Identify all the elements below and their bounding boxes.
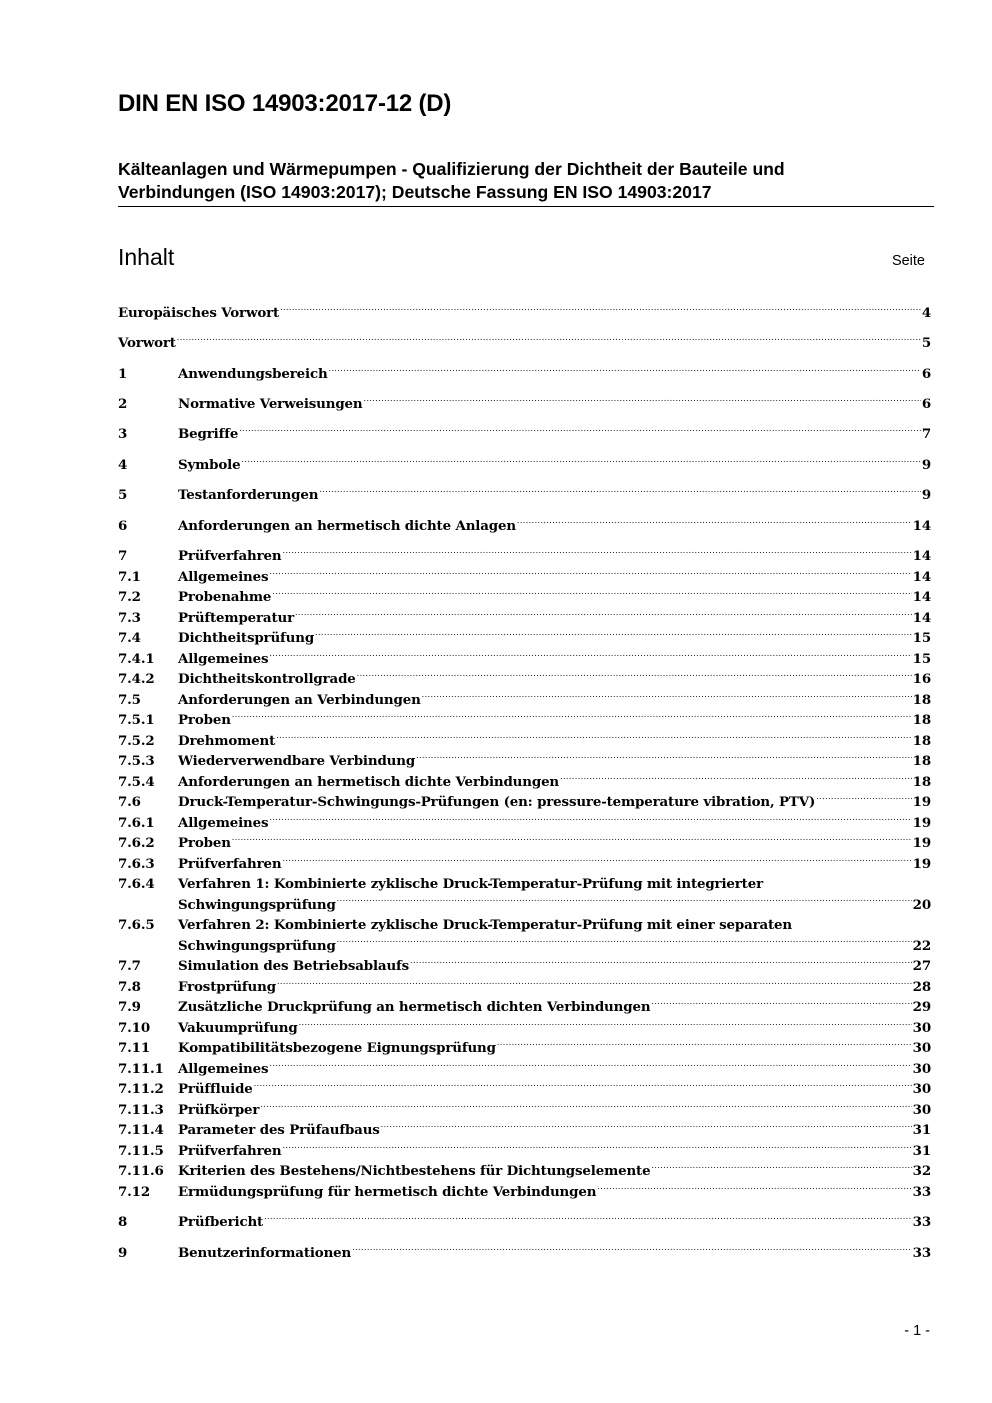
toc-dot-leader: [315, 629, 912, 642]
toc-entry-number: 7.5.1: [118, 712, 155, 728]
toc-entry[interactable]: [118, 1212, 931, 1233]
toc-dot-leader: [272, 588, 911, 601]
toc-entry-number: 7.6.4: [118, 876, 155, 892]
toc-entry-page: 22: [912, 937, 931, 954]
toc-entry-title: Parameter des Prüfaufbaus: [178, 1122, 380, 1138]
toc-entry-number: 7.5.3: [118, 753, 155, 769]
toc-dot-leader: [269, 814, 911, 827]
toc-dot-leader: [357, 670, 912, 683]
toc-entry-page: 15: [912, 630, 931, 646]
toc-dot-leader: [276, 732, 912, 745]
toc-entry-page: 9: [921, 487, 931, 503]
toc-entry-title: Anforderungen an Verbindungen: [178, 692, 421, 708]
toc-entry-number: 7: [118, 548, 128, 564]
toc-entry[interactable]: [118, 977, 931, 998]
toc-entry-page: 6: [921, 396, 931, 412]
toc-entry-number: 7.6.3: [118, 856, 155, 872]
toc-entry-number: 7.11.1: [118, 1061, 164, 1077]
toc-dot-leader: [239, 425, 921, 438]
toc-entry-page: 14: [912, 569, 931, 585]
toc-entry[interactable]: [118, 1079, 931, 1100]
toc-entry-number: 7.4.1: [118, 651, 155, 667]
toc-entry-number: 7.11.2: [118, 1081, 164, 1097]
toc-entry-title: Dichtheitsprüfung: [178, 630, 315, 646]
toc-entry[interactable]: [118, 1059, 931, 1080]
toc-dot-leader: [283, 547, 912, 560]
toc-entry-number: 4: [118, 457, 128, 473]
toc-entry-title: Anforderungen an hermetisch dichte Verbindungen: [178, 774, 560, 790]
toc-entry-title: Proben: [178, 712, 231, 728]
toc-entry-title: Prüfverfahren: [178, 548, 282, 564]
toc-entry-title: Prüffluide: [178, 1081, 253, 1097]
toc-entry-title: Vakuumprüfung: [178, 1020, 298, 1036]
toc-entry-title: Kompatibilitätsbezogene Eignungsprüfung: [178, 1040, 496, 1056]
toc-entry-page: 19: [912, 835, 931, 851]
toc-entry-title: Benutzerinformationen: [178, 1245, 352, 1261]
toc-entry-title: Wiederverwendbare Verbindung: [178, 753, 416, 769]
toc-dot-leader: [177, 334, 921, 347]
toc-entry-number: 8: [118, 1214, 128, 1230]
toc-entry[interactable]: [118, 813, 931, 834]
toc-entry-number: 7.10: [118, 1020, 151, 1036]
toc-entry-title: Allgemeines: [178, 815, 269, 831]
toc-entry[interactable]: [118, 587, 931, 608]
toc-entry[interactable]: [118, 567, 931, 588]
document-id: DIN EN ISO 14903:2017-12 (D): [118, 90, 452, 117]
toc-entry-page: 30: [912, 1061, 931, 1077]
toc-entry-number: 7.9: [118, 999, 141, 1015]
toc-dot-leader: [280, 304, 921, 317]
toc-entry-page: 14: [912, 610, 931, 626]
toc-entry-title: Anforderungen an hermetisch dichte Anlagen: [178, 518, 516, 534]
toc-entry-title: Allgemeines: [178, 1061, 269, 1077]
document-title: [118, 158, 934, 208]
toc-entry-page: 19: [912, 794, 931, 810]
toc-entry[interactable]: [118, 1120, 931, 1141]
toc-entry-page: 28: [912, 979, 931, 995]
toc-entry-page: 18: [912, 692, 931, 708]
toc-entry-number: 1: [118, 366, 128, 382]
toc-entry-number: 7.7: [118, 958, 141, 974]
toc-entry-title-first-line: Verfahren 1: Kombinierte zyklische Druck-Temperatur-Prüfung mit integrierter: [178, 876, 763, 892]
toc-entry-number: 7.6: [118, 794, 141, 810]
toc-dot-leader: [299, 1019, 912, 1032]
toc-dot-leader: [260, 1101, 911, 1114]
toc-entry-number: 7.11.6: [118, 1163, 164, 1179]
toc-entry[interactable]: [118, 751, 931, 772]
toc-entry[interactable]: [118, 303, 931, 324]
toc-entry-number: 7.11: [118, 1040, 151, 1056]
toc-entry[interactable]: [118, 455, 931, 476]
toc-entry-page: 7: [921, 426, 931, 442]
toc-dot-leader: [651, 998, 911, 1011]
toc-entry-title: Europäisches Vorwort: [118, 305, 280, 321]
toc-dot-leader: [337, 895, 912, 908]
toc-entry[interactable]: [118, 424, 931, 445]
toc-entry[interactable]: [118, 792, 931, 813]
toc-dot-leader: [254, 1080, 912, 1093]
toc-entry-page: 29: [912, 999, 931, 1015]
toc-entry-number: 7.11.3: [118, 1102, 164, 1118]
toc-dot-leader: [497, 1039, 912, 1052]
toc-page-column-label: Seite: [891, 253, 925, 269]
toc-dot-leader: [381, 1121, 912, 1134]
toc-entry[interactable]: [118, 485, 931, 506]
toc-entry-title: Begriffe: [178, 426, 239, 442]
toc-entry-title: Anwendungsbereich: [178, 366, 328, 382]
toc-entry[interactable]: [118, 710, 931, 731]
toc-entry[interactable]: [118, 956, 931, 977]
toc-entry-title-first-line: Verfahren 2: Kombinierte zyklische Druck-Temperatur-Prüfung mit einer separaten: [178, 917, 793, 933]
toc-entry-page: 30: [912, 1081, 931, 1097]
toc-dot-leader: [352, 1244, 912, 1257]
toc-entry[interactable]: [118, 669, 931, 690]
toc-entry-number: 7.6.2: [118, 835, 155, 851]
toc-entry-title: Prüfverfahren: [178, 1143, 282, 1159]
toc-entry[interactable]: [118, 608, 931, 629]
toc-entry[interactable]: [118, 833, 931, 854]
toc-dot-leader: [295, 609, 912, 622]
toc-entry-number: 2: [118, 396, 128, 412]
toc-entry-page: 30: [912, 1102, 931, 1118]
toc-entry-page: 33: [912, 1245, 931, 1261]
toc-entry-page: 30: [912, 1040, 931, 1056]
toc-entry-title: Symbole: [178, 457, 241, 473]
toc-dot-leader: [337, 936, 912, 949]
toc-dot-leader: [232, 711, 912, 724]
toc-entry[interactable]: [118, 1141, 931, 1162]
toc-entry-page: 6: [921, 366, 931, 382]
toc-entry-page: 16: [912, 671, 931, 687]
toc-entry-page: 15: [912, 651, 931, 667]
toc-dot-leader: [410, 957, 912, 970]
toc-entry-page: 18: [912, 774, 931, 790]
toc-entry-page: 19: [912, 815, 931, 831]
toc-entry-number: 9: [118, 1245, 128, 1261]
toc-entry-title: Kriterien des Bestehens/Nichtbestehens für Dichtungselemente: [178, 1163, 651, 1179]
toc-entry-number: 7.11.4: [118, 1122, 164, 1138]
toc-entry-page: 18: [912, 712, 931, 728]
toc-entry-page: 14: [912, 548, 931, 564]
toc-entry-title: Prüfbericht: [178, 1214, 264, 1230]
toc-entry-page: 14: [912, 518, 931, 534]
toc-entry-page: 31: [912, 1122, 931, 1138]
toc-dot-leader: [283, 855, 912, 868]
toc-entry-number: 7.4.2: [118, 671, 155, 687]
toc-entry-page: 19: [912, 856, 931, 872]
toc-entry[interactable]: [118, 1038, 931, 1059]
toc-entry-title: Allgemeines: [178, 569, 269, 585]
toc-entry-title: Ermüdungsprüfung für hermetisch dichte Verbindungen: [178, 1184, 597, 1200]
toc-entry[interactable]: [118, 1161, 931, 1182]
toc-entry-number: 7.6.5: [118, 917, 155, 933]
toc-entry-title: Frostprüfung: [178, 979, 276, 995]
toc-entry[interactable]: [118, 516, 931, 537]
toc-entry-title: Vorwort: [118, 335, 176, 351]
toc-entry[interactable]: [118, 628, 931, 649]
toc-dot-leader: [329, 365, 921, 378]
toc-dot-leader: [241, 456, 920, 469]
toc-entry[interactable]: [118, 915, 931, 956]
toc-entry-number: 7.5: [118, 692, 141, 708]
toc-dot-leader: [269, 568, 911, 581]
toc-entry-number: 7.2: [118, 589, 141, 605]
document-title-line-2: Verbindungen (ISO 14903:2017); Deutsche Fassung EN ISO 14903:2017: [118, 182, 712, 202]
toc-entry-title: Prüfverfahren: [178, 856, 282, 872]
toc-entry[interactable]: [118, 649, 931, 670]
toc-entry-title: Probenahme: [178, 589, 272, 605]
toc-entry-number: 3: [118, 426, 128, 442]
toc-entry[interactable]: [118, 1243, 931, 1264]
toc-entry-title: Allgemeines: [178, 651, 269, 667]
toc-entry-title: Testanforderungen: [178, 487, 319, 503]
toc-entry-page: 20: [912, 896, 931, 913]
toc-entry-page: 4: [921, 305, 931, 321]
toc-entry[interactable]: [118, 1018, 931, 1039]
document-title-line-1: Kälteanlagen und Wärmepumpen - Qualifizierung der Dichtheit der Bauteile und: [118, 159, 785, 179]
toc-entry-page: 30: [912, 1020, 931, 1036]
toc-entry-title: Proben: [178, 835, 231, 851]
toc-dot-leader: [269, 1060, 911, 1073]
toc-dot-leader: [422, 691, 912, 704]
toc-entry-number: 7.11.5: [118, 1143, 164, 1159]
toc-entry[interactable]: [118, 1100, 931, 1121]
toc-entry[interactable]: [118, 690, 931, 711]
toc-dot-leader: [816, 793, 911, 806]
toc-dot-leader: [269, 650, 911, 663]
toc-entry-page: 27: [912, 958, 931, 974]
toc-entry-number: 7.12: [118, 1184, 151, 1200]
toc-entry[interactable]: [118, 1182, 931, 1203]
toc-entry-page: 9: [921, 457, 931, 473]
toc-entry-title: Dichtheitskontrollgrade: [178, 671, 356, 687]
title-underline: [118, 206, 934, 207]
toc-entry[interactable]: [118, 364, 931, 385]
toc-entry-number: 7.3: [118, 610, 141, 626]
toc-entry-page: 14: [912, 589, 931, 605]
toc-entry-number: 7.5.2: [118, 733, 155, 749]
toc-entry-number: 5: [118, 487, 128, 503]
toc-entry-title: Prüfkörper: [178, 1102, 260, 1118]
toc-entry-number: 6: [118, 518, 128, 534]
toc-entry-page: 31: [912, 1143, 931, 1159]
toc-entry-page: 18: [912, 753, 931, 769]
toc-entry[interactable]: [118, 394, 931, 415]
toc-entry-title: Drehmoment: [178, 733, 276, 749]
toc-entry-title: Druck-Temperatur-Schwingungs-Prüfungen (en: pressure-temperature vibration, PTV): [178, 794, 816, 810]
toc-entry[interactable]: [118, 874, 931, 915]
toc-dot-leader: [232, 834, 912, 847]
footer-page-number: - 1 -: [904, 1323, 930, 1339]
toc-entry-title: Schwingungsprüfung: [178, 896, 336, 913]
toc-entry-page: 18: [912, 733, 931, 749]
toc-entry-title: Prüftemperatur: [178, 610, 294, 626]
toc-dot-leader: [364, 395, 921, 408]
toc-entry-page: 5: [921, 335, 931, 351]
toc-entry-number: 7.1: [118, 569, 141, 585]
toc-dot-leader: [319, 486, 921, 499]
toc-entry-number: 7.8: [118, 979, 141, 995]
toc-dot-leader: [277, 978, 912, 991]
toc-dot-leader: [283, 1142, 912, 1155]
toc-dot-leader: [651, 1162, 911, 1175]
toc-entry[interactable]: [118, 546, 931, 567]
toc-dot-leader: [517, 517, 912, 530]
toc-entry-title: Schwingungsprüfung: [178, 937, 336, 954]
toc-heading: Inhalt: [118, 244, 175, 270]
toc-entry-title: Normative Verweisungen: [178, 396, 363, 412]
toc-entry[interactable]: [118, 854, 931, 875]
toc-entry-page: 33: [912, 1214, 931, 1230]
toc-entry[interactable]: [118, 333, 931, 354]
toc-entry-number: 7.5.4: [118, 774, 155, 790]
toc-entry-page: 33: [912, 1184, 931, 1200]
toc-entry-number: 7.4: [118, 630, 141, 646]
toc-entry-number: 7.6.1: [118, 815, 155, 831]
toc-entry[interactable]: [118, 772, 931, 793]
toc-dot-leader: [416, 752, 912, 765]
toc-dot-leader: [264, 1213, 912, 1226]
toc-entry-title: Simulation des Betriebsablaufs: [178, 958, 410, 974]
toc-dot-leader: [597, 1183, 911, 1196]
toc-entry-page: 32: [912, 1163, 931, 1179]
toc-entry[interactable]: [118, 997, 931, 1018]
toc-entry-title: Zusätzliche Druckprüfung an hermetisch dichten Verbindungen: [178, 999, 651, 1015]
toc-entry[interactable]: [118, 731, 931, 752]
toc-dot-leader: [560, 773, 912, 786]
